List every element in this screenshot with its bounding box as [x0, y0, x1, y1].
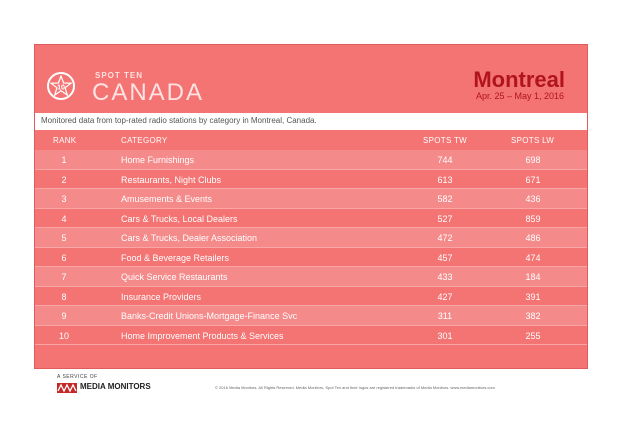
spots-tw-cell: 433	[437, 272, 453, 282]
category-cell: Restaurants, Night Clubs	[121, 174, 222, 185]
header-category: CATEGORY	[121, 136, 168, 145]
spots-tw-cell: 472	[437, 233, 453, 243]
company-name: MEDIA MONITORS	[80, 382, 151, 391]
spots-tw-cell: 744	[437, 155, 453, 165]
category-cell: Home Improvement Products & Services	[121, 330, 284, 341]
header-spots-tw: SPOTS TW	[423, 136, 468, 145]
copyright-text: © 2016 Media Monitors. All Rights Reserved. Media Monitors, Spot Ten and their logos are registered trademarks of Media Monitors. www.mediamonitors.com	[215, 385, 495, 390]
category-cell: Home Furnishings	[121, 155, 195, 165]
spots-lw-cell: 474	[525, 252, 541, 263]
table-row	[35, 326, 587, 346]
rank-cell: 8	[61, 291, 67, 302]
spots-tw-cell: 613	[437, 174, 453, 185]
media-monitors-logo-icon	[57, 383, 77, 393]
spots-tw-cell: 457	[437, 252, 453, 263]
badge-number: 10	[57, 84, 65, 92]
rank-cell: 10	[59, 330, 70, 341]
category-cell: Quick Service Restaurants	[121, 272, 228, 282]
spots-lw-cell: 486	[525, 233, 541, 243]
star-icon	[50, 75, 72, 97]
spots-tw-cell: 301	[437, 330, 453, 341]
spots-lw-cell: 698	[525, 155, 541, 165]
category-cell: Insurance Providers	[121, 291, 202, 302]
header-spots-lw: SPOTS LW	[511, 136, 555, 145]
rank-cell: 5	[61, 233, 67, 243]
header-rank: RANK	[53, 136, 77, 145]
spots-tw-cell: 311	[437, 311, 453, 321]
table-row	[35, 287, 587, 307]
rank-cell: 3	[61, 194, 67, 204]
table-row	[35, 267, 587, 287]
table-row	[35, 209, 587, 229]
spots-lw-cell: 671	[525, 174, 541, 185]
table-row	[35, 228, 587, 248]
category-cell: Banks-Credit Unions-Mortgage-Finance Svc	[121, 311, 298, 321]
rank-cell: 6	[61, 252, 67, 263]
spots-lw-cell: 859	[525, 213, 541, 224]
data-table	[35, 150, 587, 345]
spots-lw-cell: 436	[525, 194, 541, 204]
category-cell: Cars & Trucks, Local Dealers	[121, 213, 238, 224]
spots-lw-cell: 391	[525, 291, 541, 302]
table-row	[35, 170, 587, 190]
description-text: Monitored data from top-rated radio stations by category in Montreal, Canada.	[41, 116, 317, 125]
table-row	[35, 150, 587, 170]
table-row	[35, 189, 587, 209]
category-cell: Amusements & Events	[121, 194, 213, 204]
rank-cell: 9	[61, 311, 67, 321]
spots-lw-cell: 184	[525, 272, 541, 282]
city-title: Montreal	[473, 67, 565, 92]
report-card	[34, 44, 588, 369]
table-row	[35, 306, 587, 326]
brand-title: CANADA	[92, 79, 205, 106]
rank-cell: 7	[61, 272, 67, 282]
service-label: A SERVICE OF	[57, 374, 98, 380]
spots-tw-cell: 527	[437, 213, 453, 224]
date-range: Apr. 25 – May 1, 2016	[475, 91, 564, 101]
report-header	[35, 45, 587, 111]
rank-cell: 1	[61, 155, 67, 165]
table-row	[35, 248, 587, 268]
category-cell: Cars & Trucks, Dealer Association	[121, 233, 258, 243]
spots-lw-cell: 255	[525, 330, 541, 341]
spots-tw-cell: 427	[437, 291, 453, 302]
brand-subtitle: SPOT TEN	[95, 71, 144, 80]
spots-tw-cell: 582	[437, 194, 453, 204]
spots-lw-cell: 382	[525, 311, 541, 321]
description-bar	[35, 113, 587, 130]
spot-ten-badge-icon	[47, 72, 75, 100]
rank-cell: 2	[61, 174, 67, 185]
rank-cell: 4	[61, 213, 67, 224]
category-cell: Food & Beverage Retailers	[121, 252, 230, 263]
